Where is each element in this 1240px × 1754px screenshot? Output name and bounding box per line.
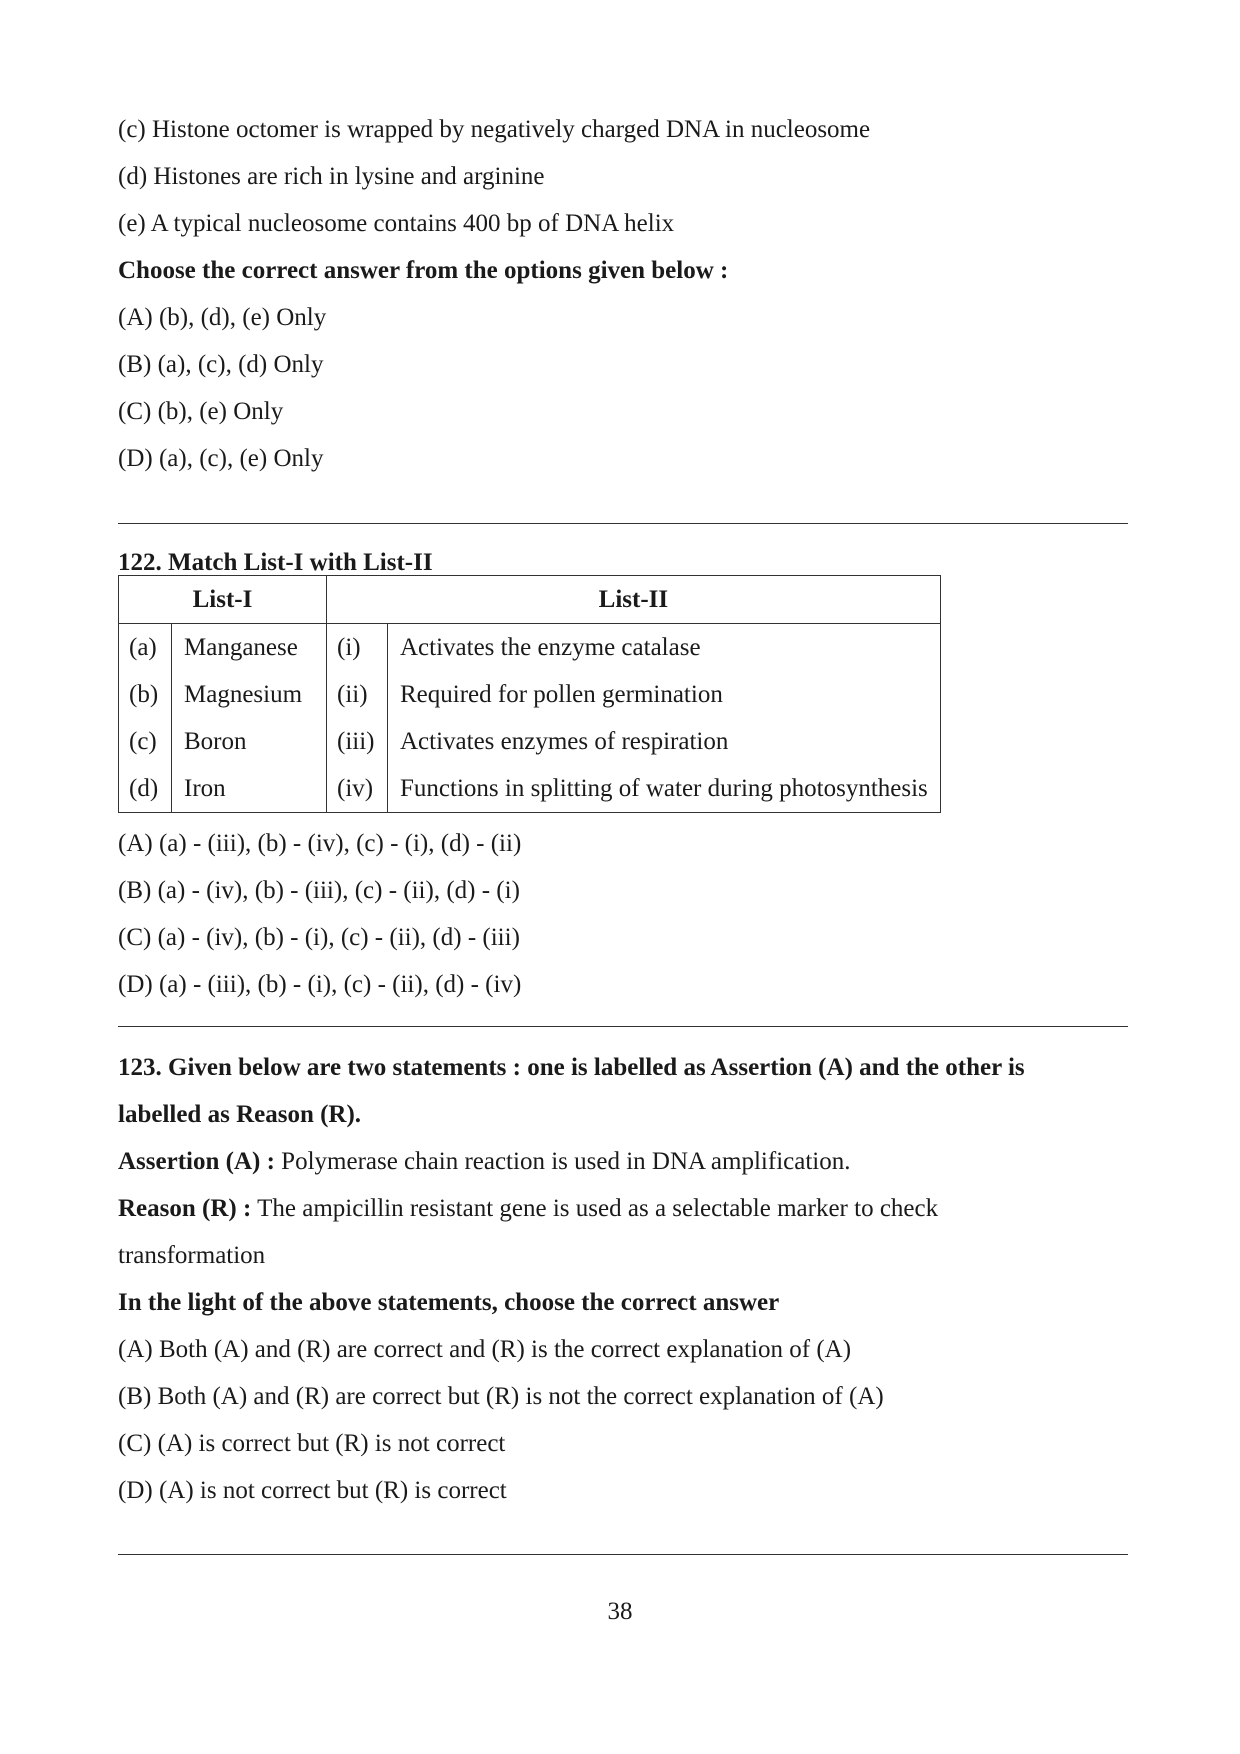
- statement-d: (d) Histones are rich in lysine and arginine: [118, 163, 545, 190]
- q121-instruction: Choose the correct answer from the options given below :: [118, 257, 729, 284]
- q121-option-c: (C) (b), (e) Only: [118, 398, 284, 425]
- q122-option-d: (D) (a) - (iii), (b) - (i), (c) - (ii), (d) - (iv): [118, 971, 522, 998]
- list2-value: Functions in splitting of water during photosynthesis: [388, 765, 941, 813]
- reason-text: The ampicillin resistant gene is used as a selectable marker to check: [251, 1195, 939, 1222]
- q123-title-line2: labelled as Reason (R).: [118, 1101, 362, 1128]
- reason: [118, 1194, 938, 1224]
- q123-option-d: (D) (A) is not correct but (R) is correct: [118, 1477, 507, 1504]
- header-list-ii: List-II: [327, 576, 941, 624]
- divider: [118, 523, 1128, 524]
- assertion: [118, 1147, 850, 1177]
- match-table: [118, 575, 941, 813]
- table-row: [119, 718, 941, 765]
- divider: [118, 1026, 1128, 1027]
- list2-key: (i): [327, 624, 388, 672]
- q123-option-c: (C) (A) is correct but (R) is not correct: [118, 1430, 506, 1457]
- q122-option-a: (A) (a) - (iii), (b) - (iv), (c) - (i), (d) - (ii): [118, 830, 522, 857]
- list2-value: Activates enzymes of respiration: [388, 718, 941, 765]
- assertion-text: Polymerase chain reaction is used in DNA amplification.: [274, 1148, 851, 1175]
- q122-option-c: (C) (a) - (iv), (b) - (i), (c) - (ii), (d) - (iii): [118, 924, 520, 951]
- list1-key: (b): [119, 671, 172, 718]
- match-table-header: [119, 576, 941, 624]
- statement-e: (e) A typical nucleosome contains 400 bp of DNA helix: [118, 210, 675, 237]
- list1-value: Manganese: [172, 624, 327, 672]
- list2-key: (iv): [327, 765, 388, 813]
- table-row: [119, 671, 941, 718]
- list1-key: (c): [119, 718, 172, 765]
- header-list-i: List-I: [119, 576, 327, 624]
- q122-title: 122. Match List-I with List-II: [118, 549, 433, 576]
- list2-key: (ii): [327, 671, 388, 718]
- q122-option-b: (B) (a) - (iv), (b) - (iii), (c) - (ii), (d) - (i): [118, 877, 520, 904]
- table-row: [119, 765, 941, 813]
- q123-option-a: (A) Both (A) and (R) are correct and (R) is the correct explanation of (A): [118, 1336, 852, 1363]
- table-row: [119, 624, 941, 672]
- list2-key: (iii): [327, 718, 388, 765]
- assertion-label: Assertion (A) :: [118, 1148, 275, 1175]
- reason-text-continued: transformation: [118, 1242, 266, 1269]
- list1-value: Iron: [172, 765, 327, 813]
- list1-key: (d): [119, 765, 172, 813]
- list1-value: Boron: [172, 718, 327, 765]
- list1-value: Magnesium: [172, 671, 327, 718]
- q121-option-b: (B) (a), (c), (d) Only: [118, 351, 324, 378]
- q121-option-d: (D) (a), (c), (e) Only: [118, 445, 324, 472]
- q121-option-a: (A) (b), (d), (e) Only: [118, 304, 327, 331]
- list1-key: (a): [119, 624, 172, 672]
- statement-c: (c) Histone octomer is wrapped by negatively charged DNA in nucleosome: [118, 116, 871, 143]
- q123-option-b: (B) Both (A) and (R) are correct but (R) is not the correct explanation of (A): [118, 1383, 884, 1410]
- q123-instruction: In the light of the above statements, choose the correct answer: [118, 1289, 780, 1316]
- list2-value: Activates the enzyme catalase: [388, 624, 941, 672]
- list2-value: Required for pollen germination: [388, 671, 941, 718]
- reason-label: Reason (R) :: [118, 1195, 252, 1222]
- page-number: 38: [607, 1598, 633, 1625]
- divider: [118, 1554, 1128, 1555]
- q123-title-line1: 123. Given below are two statements : one is labelled as Assertion (A) and the other is: [118, 1054, 1025, 1081]
